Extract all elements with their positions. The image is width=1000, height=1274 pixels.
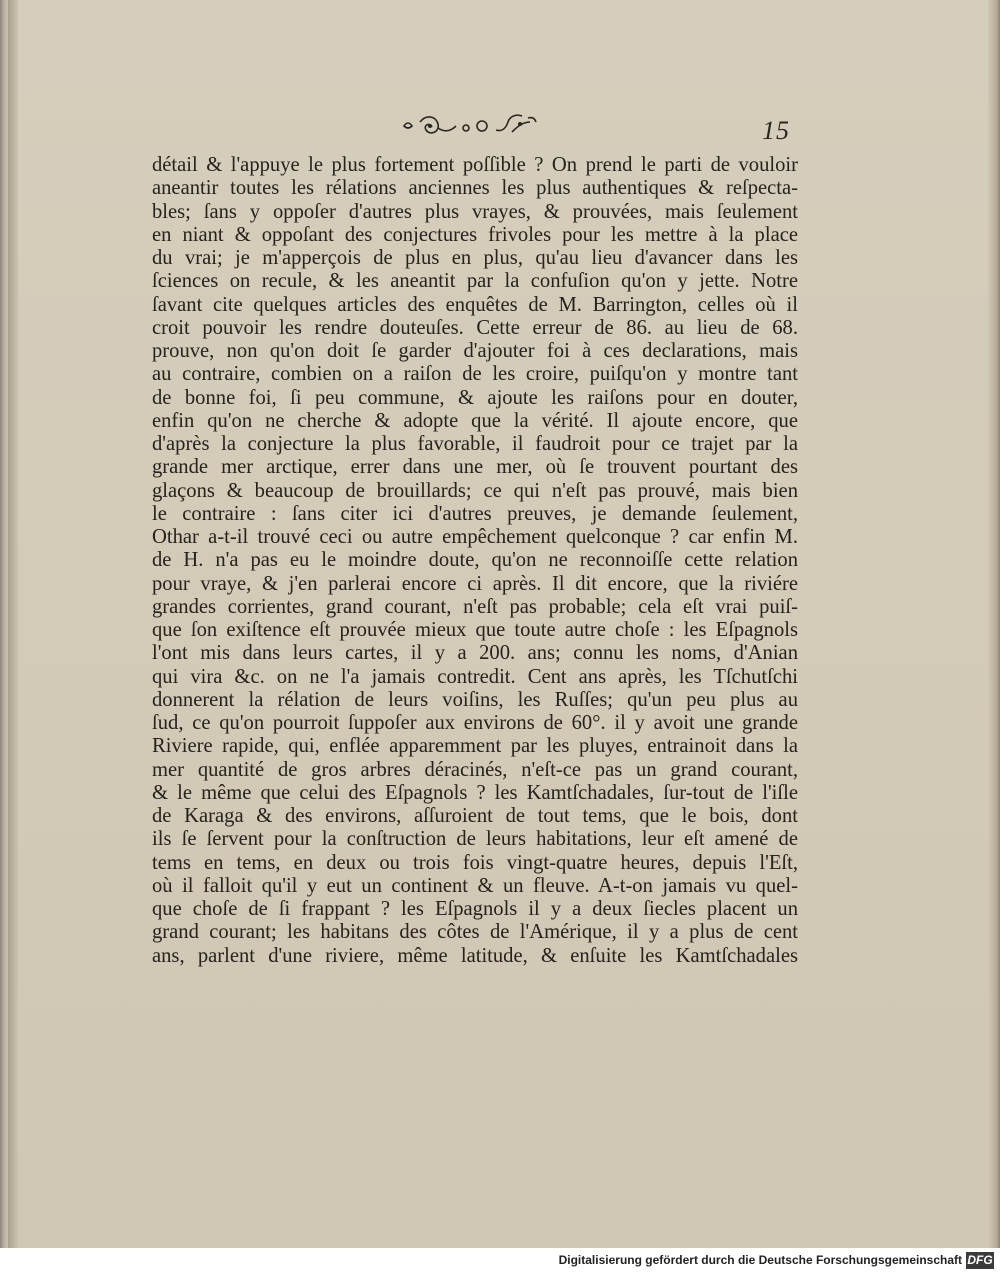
text-line: glaçons & beaucoup de brouillards; ce qui n'eſt pas prouvé, mais bien (152, 479, 798, 502)
text-line: de Karaga & des environs, aſſuroient de tout tems, que le bois, dont (152, 805, 798, 827)
text-line: grandes corrientes, grand courant, n'eſt pas probable; cela eſt vrai puiſ- (152, 595, 798, 618)
text-line: du vrai; je m'apperçois de plus en plus, qu'au lieu d'avancer dans les (152, 247, 798, 269)
text-line: de bonne foi, ſi peu commune, & ajoute les raiſons pour en douter, (152, 386, 798, 409)
text-line: au contraire, combien on a raiſon de les croire, puiſqu'on y montre tant (152, 363, 798, 386)
text-line: détail & l'appuye le plus fortement poſſible ? On prend le parti de vouloir (152, 154, 798, 176)
text-line: ſavant cite quelques articles des enquêtes de M. Barrington, celles où il (152, 293, 798, 316)
text-line: & le même que celui des Eſpagnols ? les Kamtſchadales, ſur-tout de l'iſle (152, 781, 798, 804)
digitization-footer (0, 1248, 1000, 1274)
text-line: ans, parlent d'une riviere, même latitude, & enſuite les Kamtſchadales (152, 944, 798, 967)
text-line: Riviere rapide, qui, enflée apparemment par les pluyes, entrainoit dans la (152, 735, 798, 758)
text-line: l'ont mis dans leurs cartes, il y a 200. ans; connu les noms, d'Anian (152, 642, 798, 665)
text-line: tems en tems, en deux ou trois fois vingt-quatre heures, depuis l'Eſt, (152, 851, 798, 874)
footer-credit: Digitalisierung gefördert durch die Deutsche Forschungsgemeinschaft (558, 1253, 962, 1267)
text-line: croit pouvoir les rendre douteuſes. Cette erreur de 86. au lieu de 68. (152, 316, 798, 339)
text-line: enfin qu'on ne cherche & adopte que la vérité. Il ajoute encore, que (152, 409, 798, 432)
page-edge (988, 0, 1000, 1248)
text-line: pour vraye, & j'en parlerai encore ci après. Il dit encore, que la riviére (152, 572, 798, 595)
text-line: grande mer arctique, errer dans une mer, où ſe trouvent pourtant des (152, 456, 798, 479)
text-line: grand courant; les habitans des côtes de l'Amérique, il y a plus de cent (152, 921, 798, 944)
text-line: prouve, non qu'on doit ſe garder d'ajouter foi à ces declarations, mais (152, 340, 798, 362)
text-line: bles; ſans y oppoſer d'autres plus vrayes, & prouvées, mais ſeulement (152, 200, 798, 223)
text-line: que ſon exiſtence eſt prouvée mieux que toute autre choſe : les Eſpagnols (152, 619, 798, 641)
text-line: aneantir toutes les rélations anciennes les plus authentiques & reſpecta- (152, 177, 798, 200)
page-header (0, 112, 1000, 148)
text-line: qui vira &c. on ne l'a jamais contredit. Cent ans après, les Tſchutſchi (152, 665, 798, 688)
text-line: Othar a-t-il trouvé ceci ou autre empêchement quelconque ? car enfin M. (152, 526, 798, 548)
page-gutter (8, 0, 18, 1248)
body-text (152, 154, 798, 968)
text-line: de H. n'a pas eu le moindre doute, qu'on ne reconnoiſſe cette relation (152, 549, 798, 572)
printer-ornament-icon (400, 112, 550, 144)
text-line: ſciences on recule, & les aneantit par la confuſion qu'on y jette. Notre (152, 270, 798, 293)
text-line: que choſe de ſi frappant ? les Eſpagnols il y a deux ſiecles placent un (152, 898, 798, 920)
text-line: donnerent la rélation de leurs voiſins, les Ruſſes; qu'un peu plus au (152, 688, 798, 711)
text-line: ſud, ce qu'on pourroit ſuppoſer aux environs de 60°. il y avoit une grande (152, 712, 798, 734)
text-line: en niant & oppoſant des conjectures frivoles pour les mettre à la place (152, 223, 798, 246)
dfg-logo-icon: DFG (967, 1253, 993, 1267)
text-line: le contraire : ſans citer ici d'autres preuves, je demande ſeulement, (152, 502, 798, 525)
text-line: mer quantité de gros arbres déracinés, n'eſt-ce pas un grand courant, (152, 758, 798, 781)
text-line: d'après la conjecture la plus favorable, il faudroit pour ce trajet par la (152, 433, 798, 455)
page-number: 15 (762, 116, 790, 145)
text-line: où il falloit qu'il y eut un continent & un fleuve. A-t-on jamais vu quel- (152, 874, 798, 897)
text-line: ils ſe ſervent pour la conſtruction de leurs habitations, leur eſt amené de (152, 828, 798, 851)
